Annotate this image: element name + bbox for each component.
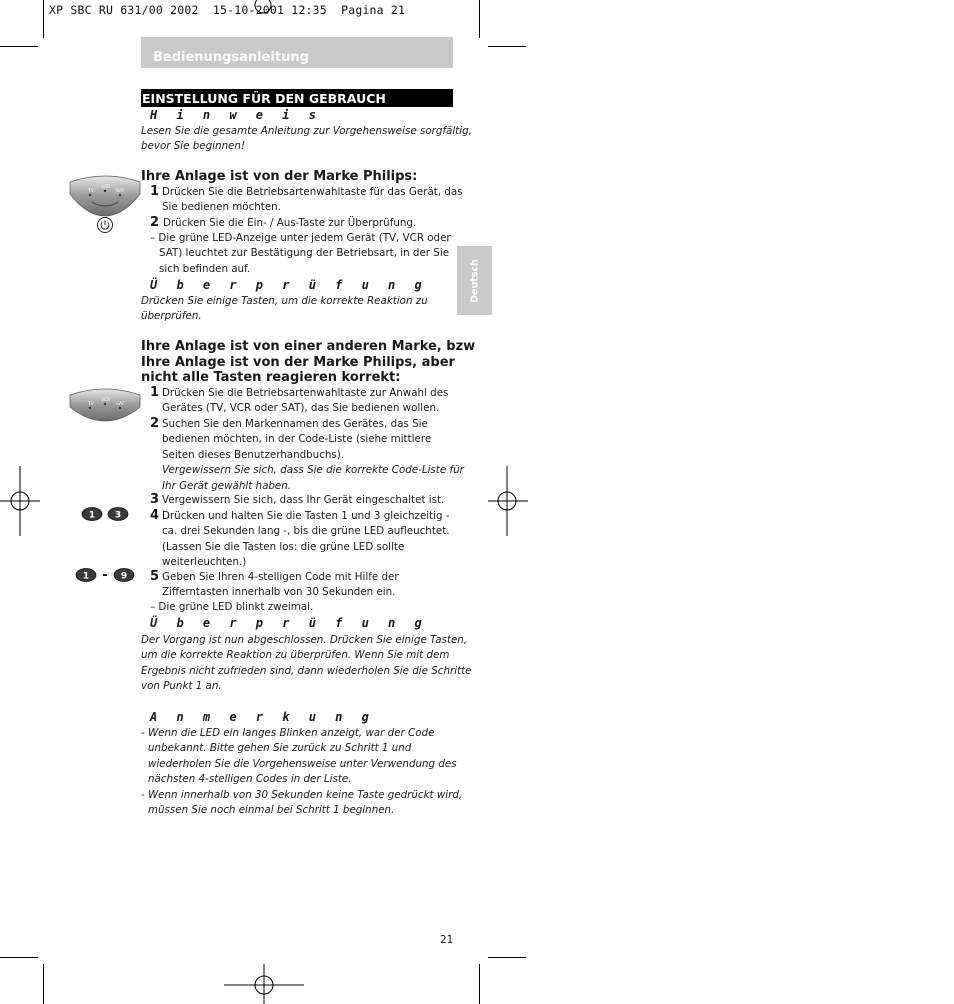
- other-step2-text: Suchen Sie den Markennamen des Gerätes, das Sie bedienen möchten, in der Code-Liste (siehe mittlere Seiten dieses Benutzerhandbuchs). Vergewissern Sie sich, dass Sie die korrekte Code-Liste für Ihr Gerät gewählt haben.: [162, 418, 464, 492]
- philips-step1-text: Drücken Sie die Betriebsartenwahltaste für das Gerät, das Sie bedienen möchten.: [162, 186, 463, 214]
- remote-mode-keys-icon: [68, 172, 142, 218]
- philips-step2-number: 2: [150, 215, 160, 230]
- other-check-label: Ü b e r p r ü f u n g: [150, 616, 428, 630]
- philips-heading: Ihre Anlage ist von der Marke Philips:: [141, 169, 418, 184]
- philips-led-note: – Die grüne LED-Anzeige unter jedem Gerät (TV, VCR oder SAT) leuchtet zur Bestätigung der Betriebsart, in der Sie sich befinden auf.: [150, 232, 451, 275]
- anmerkung-list: [141, 726, 462, 818]
- other-step4-text: Drücken und halten Sie die Tasten 1 und 3 gleichzeitig - ca. drei Sekunden lang -, bis die grüne LED aufleuchtet. (Lassen Sie die Tasten los: die grüne LED sollte weiterleuchten.): [162, 510, 450, 569]
- svg-text:-: -: [102, 568, 108, 583]
- header-band: [141, 37, 453, 68]
- philips-check-text: Drücken Sie einige Tasten, um die korrekte Reaktion zu überprüfen.: [141, 295, 428, 323]
- other-brand-heading: Ihre Anlage ist von einer anderen Marke, bzw Ihre Anlage ist von der Marke Philips, aber nicht alle Tasten reagieren korrekt:: [141, 339, 476, 385]
- anmerkung-item: - Wenn die LED ein langes Blinken anzeigt, war der Code unbekannt. Bitte gehen Sie zurück zu Schritt 1 und wiederholen Sie die Vorgehensweise unter Verwendung des nächsten 4-stelligen Codes in der Liste.: [141, 727, 457, 786]
- other-step5-text: Geben Sie Ihren 4-stelligen Code mit Hilfe der Zifferntasten innerhalb von 30 Sekunden ein.: [162, 571, 399, 599]
- svg-text:1: 1: [82, 571, 90, 582]
- svg-text:9: 9: [120, 571, 128, 582]
- svg-text:SAT: SAT: [116, 189, 125, 194]
- philips-check-label: Ü b e r p r ü f u n g: [150, 278, 428, 292]
- language-side-tab: [457, 246, 492, 315]
- registration-mark-right: [488, 466, 528, 536]
- registration-mark-left: [0, 466, 40, 536]
- other-step5-number: 5: [150, 569, 160, 584]
- keys-1-to-9-icon: [75, 567, 137, 583]
- svg-text:SAT: SAT: [116, 402, 125, 407]
- other-step1-number: 1: [150, 385, 160, 400]
- keys-1-and-3-icon: [81, 506, 131, 522]
- philips-step1-number: 1: [150, 184, 160, 199]
- philips-step2-text: Drücken Sie die Ein- / Aus-Taste zur Überprüfung.: [163, 217, 417, 229]
- svg-text:TV: TV: [88, 189, 94, 194]
- header-title: Bedienungsanleitung: [153, 50, 309, 65]
- registration-mark-top: [223, 0, 303, 14]
- language-tab-label: Deutsch: [469, 258, 480, 303]
- other-step1-text: Drücken Sie die Betriebsartenwahltaste zur Anwahl des Gerätes (TV, VCR oder SAT), das Sie bedienen wollen.: [162, 387, 449, 415]
- section-title: EINSTELLUNG FÜR DEN GEBRAUCH: [142, 91, 386, 106]
- anmerkung-label: A n m e r k u n g: [150, 710, 375, 724]
- svg-text:VCR: VCR: [101, 185, 111, 190]
- power-button-icon: [96, 216, 114, 234]
- other-led-note: – Die grüne LED blinkt zweimal.: [150, 601, 314, 613]
- hinweis-label: H i n w e i s: [150, 108, 322, 122]
- svg-text:3: 3: [114, 510, 122, 521]
- other-step2-number: 2: [150, 416, 160, 431]
- registration-mark-bottom: [224, 964, 304, 1004]
- remote-mode-keys-icon-2: [68, 385, 142, 423]
- other-check-text: Der Vorgang ist nun abgeschlossen. Drücken Sie einige Tasten, um die korrekte Reaktion zu überprüfen. Wenn Sie mit dem Ergebnis nicht zufrieden sind, dann wiederholen Sie die Schritte von Punkt 1 an.: [141, 634, 472, 693]
- anmerkung-item: - Wenn innerhalb von 30 Sekunden keine Taste gedrückt wird, müssen Sie noch einmal bei Schritt 1 beginnen.: [141, 788, 463, 817]
- other-step3-number: 3: [150, 492, 160, 507]
- page-number: 21: [440, 934, 454, 946]
- other-step4-number: 4: [150, 508, 160, 523]
- svg-text:VCR: VCR: [101, 398, 111, 403]
- section-title-bar: [141, 89, 453, 107]
- svg-text:1: 1: [88, 510, 96, 521]
- hinweis-text: Lesen Sie die gesamte Anleitung zur Vorgehensweise sorgfältig, bevor Sie beginnen!: [141, 125, 472, 153]
- print-slug: XP SBC RU 631/00 2002 15-10-2001 12:35 Pagina 21: [49, 3, 406, 17]
- svg-text:TV: TV: [88, 402, 94, 407]
- other-step3-text: Vergewissern Sie sich, dass Ihr Gerät eingeschaltet ist.: [162, 494, 445, 506]
